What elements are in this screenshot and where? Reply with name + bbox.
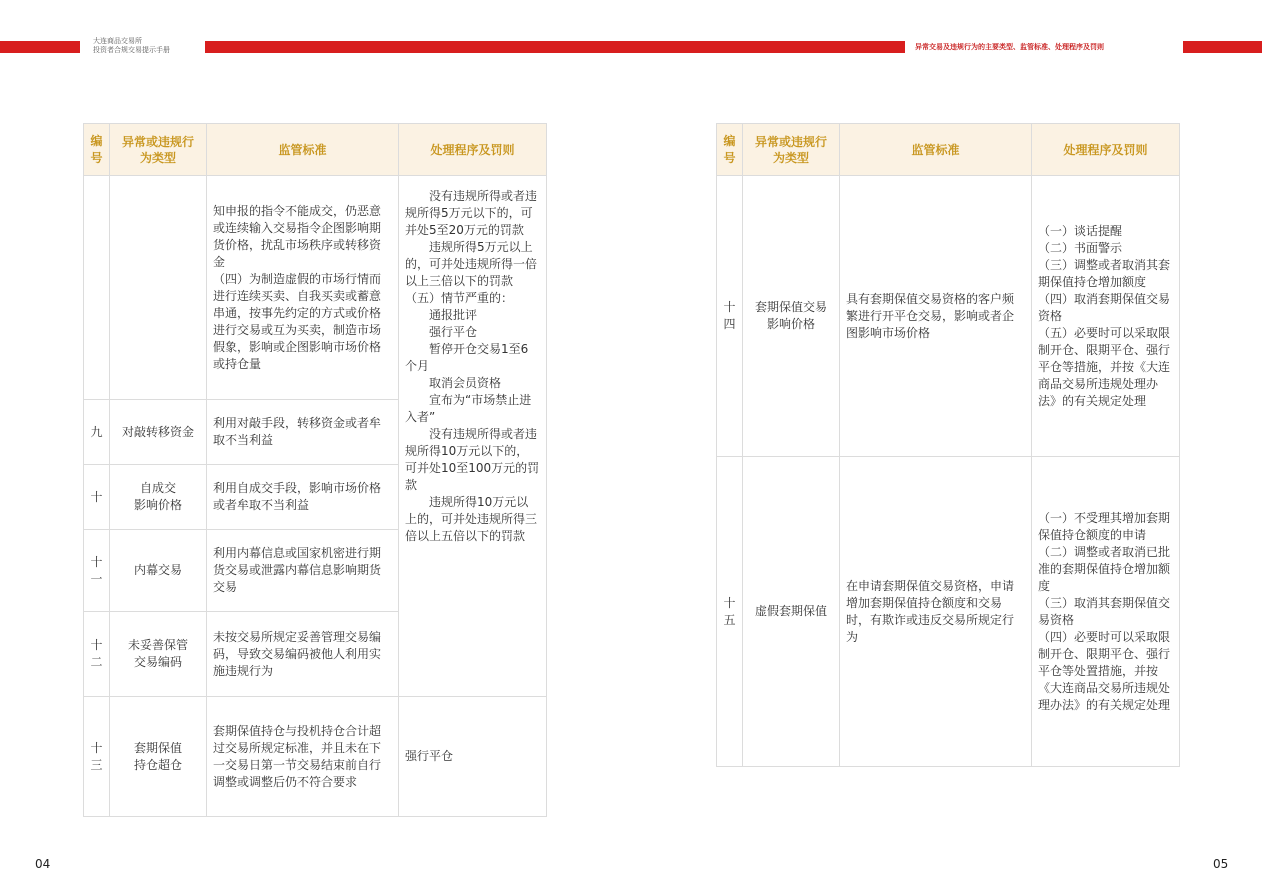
row-type-cell: 套期保值 持仓超仓 xyxy=(110,697,207,817)
row-type-cell: 虚假套期保值 xyxy=(743,457,840,767)
org-name: 大连商品交易所 xyxy=(93,37,142,45)
col-header-standard: 监管标准 xyxy=(207,124,399,176)
row-standard-cell: 利用对敲手段，转移资金或者牟取不当利益 xyxy=(207,400,399,465)
header-red-bar-right xyxy=(1183,41,1262,53)
row-penalty-cell: （一）不受理其增加套期保值持仓额度的申请 （二）调整或者取消已批准的套期保值持仓增加额度 （三）取消其套期保值交易资格 （四）必要时可以采取限制开仓、限期平仓、强行平仓等处置措施，并按《大连商品交易所违规处理办法》的有关规定处理 xyxy=(1032,457,1180,767)
row-type-cell: 对敲转移资金 xyxy=(110,400,207,465)
row-num: 九 xyxy=(90,424,103,439)
col-header-num-text: 编号 xyxy=(90,133,103,165)
row-penalty-cell: 强行平仓 xyxy=(399,697,547,817)
page-number-right: 05 xyxy=(1213,857,1229,871)
col-header-type xyxy=(743,124,840,176)
row-num: 十四 xyxy=(723,300,736,331)
row-num: 十 xyxy=(90,489,103,504)
shared-penalty-cell: 没有违规所得或者违规所得5万元以下的，可并处5至20万元的罚款 违规所得5万元以上的，可并处违规所得一倍以上三倍以下的罚款 （五）情节严重的： 通报批评 强行平仓 暂停开仓交易1至6个月 取消会员资格 宣布为“市场禁止进入者” 没有违规所得或者违规所得10万元以下的，可并处10至100万元的罚款 违规所得10万元以上的，可并处违规所得三倍以上五倍以下的罚款 xyxy=(399,176,547,697)
row-standard-cell: 未按交易所规定妥善管理交易编码，导致交易编码被他人利用实施违规行为 xyxy=(207,612,399,697)
col-header-penalty: 处理程序及罚则 xyxy=(399,124,547,176)
row-num-cell xyxy=(84,612,110,697)
row-standard-cell: 利用自成交手段，影响市场价格或者牟取不当利益 xyxy=(207,465,399,530)
row-num: 十二 xyxy=(90,638,103,669)
row-num-cell xyxy=(717,176,743,457)
row-num-cell xyxy=(717,457,743,767)
table-row xyxy=(717,176,1180,457)
table-row xyxy=(84,697,547,817)
row-num-cell xyxy=(84,530,110,612)
table-row xyxy=(84,176,547,400)
col-header-type xyxy=(110,124,207,176)
right-regulation-table xyxy=(716,123,1180,767)
row-standard-cell: 在申请套期保值交易资格，申请增加套期保值持仓额度和交易时，有欺诈或违反交易所规定行为 xyxy=(840,457,1032,767)
table-row xyxy=(717,457,1180,767)
running-header-left xyxy=(93,37,170,55)
col-header-num-text: 编号 xyxy=(723,133,736,165)
col-header-num xyxy=(84,124,110,176)
row-type-cell: 内幕交易 xyxy=(110,530,207,612)
left-regulation-table xyxy=(83,123,547,817)
row-standard-cell: 知申报的指令不能成交，仍恶意或连续输入交易指令企图影响期货价格，扰乱市场秩序或转移资金 （四）为制造虚假的市场行情而进行连续买卖、自我买卖或蓄意串通，按事先约定的方式或价格进行交易或互为买卖，制造市场假象，影响或企图影响市场价格或持仓量 xyxy=(207,176,399,400)
col-header-penalty: 处理程序及罚则 xyxy=(1032,124,1180,176)
row-num-cell xyxy=(84,176,110,400)
header-red-bar-left xyxy=(0,41,80,53)
row-type-cell xyxy=(110,176,207,400)
row-num: 十五 xyxy=(723,595,736,627)
row-num-cell xyxy=(84,400,110,465)
row-num-cell xyxy=(84,697,110,817)
row-standard-cell: 利用内幕信息或国家机密进行期货交易或泄露内幕信息影响期货交易 xyxy=(207,530,399,612)
header-red-bar-middle xyxy=(205,41,905,53)
row-num: 十一 xyxy=(90,554,103,586)
col-header-standard: 监管标准 xyxy=(840,124,1032,176)
page-number-left: 04 xyxy=(35,857,51,871)
row-type-cell: 未妥善保管 交易编码 xyxy=(110,612,207,697)
table-header-row xyxy=(717,124,1180,176)
row-penalty-cell: （一）谈话提醒 （二）书面警示 （三）调整或者取消其套期保值持仓增加额度 （四）取消套期保值交易资格 （五）必要时可以采取限制开仓、限期平仓、强行平仓等措施，并按《大连商品交易所违规处理办法》的有关规定处理 xyxy=(1032,176,1180,457)
row-num-cell xyxy=(84,465,110,530)
row-standard-cell: 具有套期保值交易资格的客户频繁进行开平仓交易，影响或者企图影响市场价格 xyxy=(840,176,1032,457)
row-type-cell: 自成交 影响价格 xyxy=(110,465,207,530)
col-header-type-text: 异常或违规行为类型 xyxy=(755,134,828,165)
col-header-type-text: 异常或违规行为类型 xyxy=(122,134,195,165)
col-header-num xyxy=(717,124,743,176)
row-standard-cell: 套期保值持仓与投机持仓合计超过交易所规定标准，并且未在下一交易日第一节交易结束前自行调整或调整后仍不符合要求 xyxy=(207,697,399,817)
handbook-title: 投资者合规交易提示手册 xyxy=(93,46,170,54)
row-num: 十三 xyxy=(90,740,103,772)
row-type-cell: 套期保值交易 影响价格 xyxy=(743,176,840,457)
section-title: 异常交易及违规行为的主要类型、监管标准、处理程序及罚则 xyxy=(915,43,1104,51)
table-header-row xyxy=(84,124,547,176)
